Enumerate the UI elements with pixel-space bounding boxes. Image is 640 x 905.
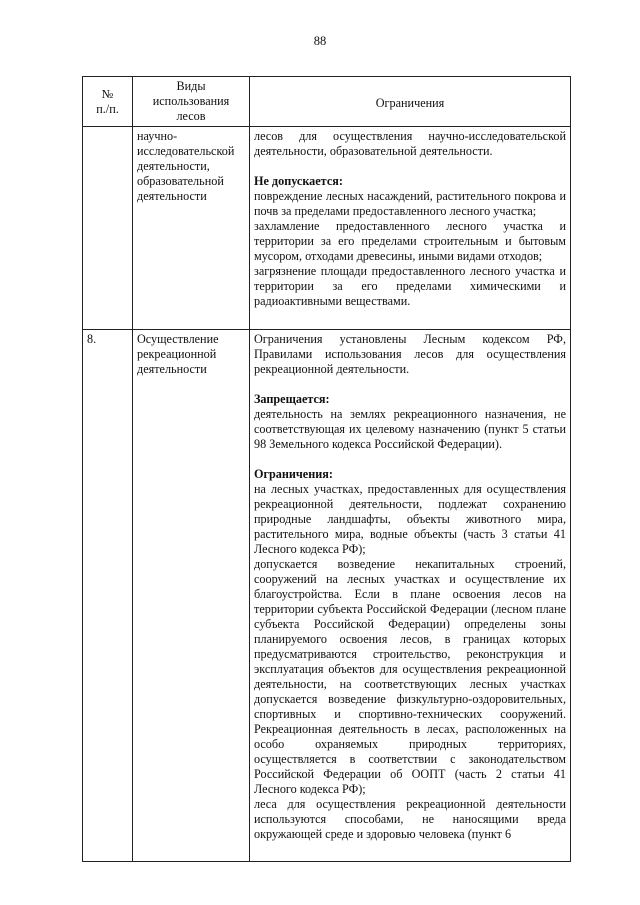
limits-paragraph: на лесных участках, предоставленных для осуществления рекреационной деятельности, подлежат сохранению природные ландшафты, объекты животного мира, растительного мира, водные объекты (часть 3 статьи 41 Лесного кодекса РФ); (254, 482, 566, 556)
table-row (83, 330, 571, 862)
limits-paragraph: лесов для осуществления научно-исследовательской деятельности, образовательной деятельности. (254, 129, 566, 158)
use-kind: Осуществление рекреационной деятельности (133, 330, 250, 862)
limits-paragraph: захламление предоставленного лесного участка и территории за его пределами строительным и бытовым мусором, отходами древесины, иными видами отходов; (254, 219, 566, 263)
table-header-row (83, 77, 571, 127)
limits-paragraph: допускается возведение некапитальных строений, сооружений на лесных участках и осуществление их благоустройства. Если в плане освоения лесов на территории субъекта Российской Федерации (лесном плане субъекта Российской Федерации) определены зоны планируемого освоения лесов, в границах которых предусматриваются строительство, реконструкция и эксплуатация объектов для осуществления рекреационной деятельности, на соответствующих лесных участках допускается возведение физкультурно-оздоровительных, спортивных и спортивно-технических сооружений. Рекреационная деятельность в лесах, расположенных на особо охраняемых природных территориях, осуществляется в соответствии с законодательством Российской Федерации об ООПТ (часть 2 статьи 41 Лесного кодекса РФ); (254, 557, 566, 796)
limits-heading: Запрещается: (254, 392, 330, 406)
limits-paragraph: деятельность на землях рекреационного назначения, не соответствующая их целевому назначению (пункт 5 статьи 98 Земельного кодекса Российской Федерации). (254, 407, 566, 451)
header-limits: Ограничения (250, 77, 571, 127)
use-kind: научно- исследовательской деятельности, образовательной деятельности (133, 127, 250, 330)
page-number: 88 (313, 34, 327, 48)
limits-paragraph: леса для осуществления рекреационной деятельности используются способами, не наносящими вреда окружающей среде и здоровью человека (пункт 6 (254, 797, 566, 841)
limits-cell (250, 127, 571, 330)
limits-cell (250, 330, 571, 862)
table-row (83, 127, 571, 330)
header-kind: Виды использования лесов (133, 77, 250, 127)
limits-paragraph: повреждение лесных насаждений, растительного покрова и почв за пределами предоставленного лесного участка; (254, 189, 566, 218)
row-number: 8. (83, 330, 133, 862)
row-number (83, 127, 133, 330)
header-num: № п./п. (83, 77, 133, 127)
limits-paragraph: Ограничения установлены Лесным кодексом РФ, Правилами использования лесов для осуществления рекреационной деятельности. (254, 332, 566, 376)
limits-paragraph: загрязнение площади предоставленного лесного участка и территории за его пределами химическими и радиоактивными веществами. (254, 264, 566, 308)
limits-heading: Не допускается: (254, 174, 343, 188)
limits-heading: Ограничения: (254, 467, 333, 481)
restrictions-table (82, 76, 571, 862)
